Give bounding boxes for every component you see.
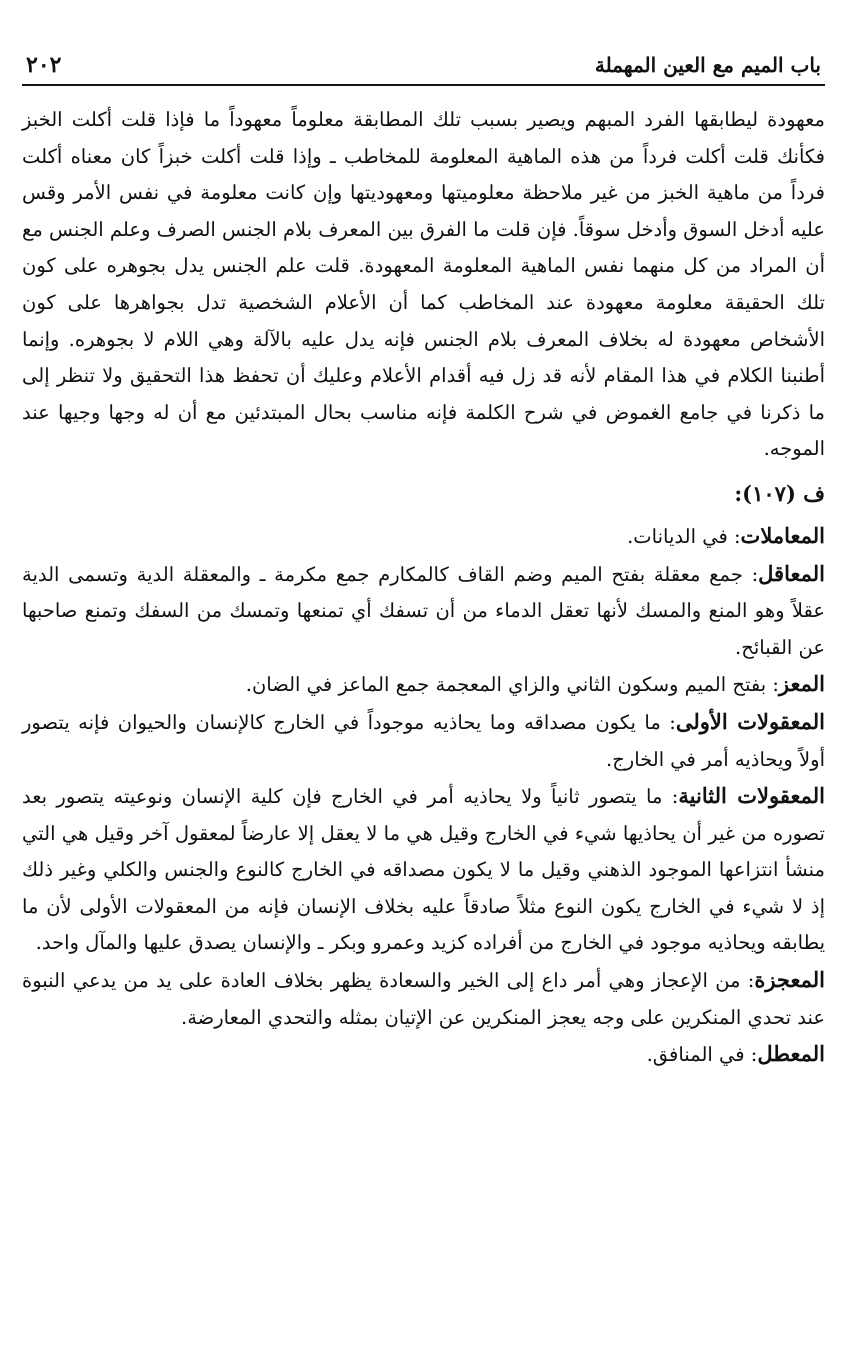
entry-muattal — [22, 1036, 825, 1074]
entry-term: المعجزة — [754, 967, 825, 993]
entry-text: : في المنافق. — [646, 1043, 758, 1067]
entry-text: : من الإعجاز وهي أمر داع إلى الخير والسعادة يظهر بخلاف العادة على يد من يدعي النبوة عند تحدي المنكرين على وجه يعجز المنكرين عن الإتيان بمثله والتحدي المعارضة. — [22, 969, 825, 1029]
section-heading: ف (١٠٧): — [734, 480, 825, 506]
page-body — [22, 102, 825, 1074]
entry-term: المعطل — [757, 1041, 825, 1067]
entry-term: المعقولات الثانية — [678, 783, 825, 809]
entry-text: : ما يكون مصداقه وما يحاذيه موجوداً في الخارج كالإنسان والحيوان فإنه يتصور أولاً ويحاذيه أمر في الخارج. — [22, 710, 825, 771]
entry-muamalat — [22, 518, 825, 556]
entry-term: المعقولات الأولى — [675, 708, 826, 734]
entry-mujiza — [22, 962, 825, 1036]
entry-term: المعاقل — [758, 560, 825, 586]
entry-term: المعز — [778, 671, 825, 697]
entry-term: المعاملات — [740, 522, 825, 548]
entry-maaz — [22, 666, 825, 704]
page-header — [22, 52, 825, 86]
entry-maqulat-ula — [22, 704, 825, 778]
entry-text: : جمع معقلة بفتح الميم وضم القاف كالمكارم جمع مكرمة ـ والمعقلة الدية وتسمى الدية عقلاً وهو المنع والمسك لأنها تعقل الدماء من أن تسفك أي تمنعها وتمسك من السفك وتمنع صاحبها عن القبائح. — [22, 562, 825, 659]
entry-text: : في الديانات. — [627, 524, 741, 548]
running-title: باب الميم مع العين المهملة — [594, 53, 821, 77]
entry-maqulat-thaniya — [22, 778, 825, 962]
entry-maaqil — [22, 556, 825, 667]
entry-text: : بفتح الميم وسكون الثاني والزاي المعجمة جمع الماعز في الضان. — [245, 673, 779, 697]
intro-paragraph: معهودة ليطابقها الفرد المبهم ويصير بسبب تلك المطابقة معلوماً معهوداً ما فإذا قلت أكلت الخبز فكأنك قلت أكلت فرداً من هذه الماهية المعلومة للمخاطب ـ وإذا قلت أكلت خبزاً كان معناه أكلت فرداً من ماهية الخبز من غير ملاحظة معلوميتها ومعهوديتها وإن كانت معلومة في نفس الأمر وقس عليه أدخل السوق وأدخل سوقاً. فإن قلت ما الفرق بين المعرف بلام الجنس الصرف وعلم الجنس مع أن المراد من كل منهما نفس الماهية المعلومة المعهودة. قلت علم الجنس يدل بجوهره على كون تلك الحقيقة معلومة معهودة عند المخاطب كما أن الأعلام الشخصية تدل بجواهرها على كون الأشخاص معهودة له بخلاف المعرف بلام الجنس فإنه يدل عليه بالآلة وهي اللام لا بجوهره. وإنما أطنبنا الكلام في هذا المقام لأنه قد زل فيه أقدام الأعلام وعليك أن تحفظ هذا التحقيق ولا تنظر إلى ما ذكرنا في جامع الغموض في شرح الكلمة فإنه مناسب بحال المبتدئين مع أن له وجها وجيها عند الموجه. — [22, 108, 825, 461]
entry-text: : ما يتصور ثانياً ولا يحاذيه أمر في الخارج فإن كلية الإنسان ونوعيته يتصور بعد تصوره من غير أن يحاذيها شيء في الخارج وقيل هي ما لا يعقل إلا عارضاً لمعقول آخر وقيل هي التي منشأ انتزاعها الموجود الذهني وقيل ما لا يكون مصداقه في الخارج كالنوع والجنس والكلي وغير ذلك إذ لا شيء في الخارج يكون النوع مثلاً صادقاً عليه بخلاف الإنسان فإنه من المعقولات الأولى لأن ما يطابقه ويحاذيه موجود في الخارج من أفراده كزيد وعمرو وبكر ـ والإنسان يصدق عليها والمآل واحد. — [22, 785, 825, 955]
page-number: ٢٠٢ — [26, 52, 62, 78]
